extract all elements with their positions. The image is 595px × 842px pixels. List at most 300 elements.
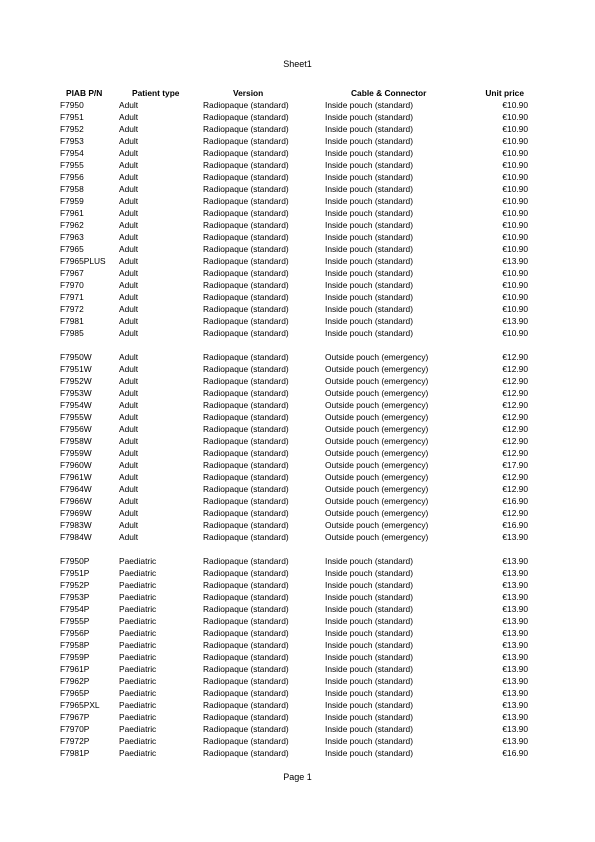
cell-patient-type: Adult [119,244,139,254]
cell-version: Radiopaque (standard) [203,292,289,302]
cell-unit-price: €10.90 [502,280,528,290]
cell-patient-type: Adult [119,304,139,314]
cell-part-number: F7958 [60,184,84,194]
cell-part-number: F7961P [60,664,90,674]
cell-unit-price: €12.90 [502,448,528,458]
cell-part-number: F7954 [60,148,84,158]
cell-version: Radiopaque (standard) [203,220,289,230]
cell-part-number: F7984W [60,532,92,542]
cell-part-number: F7952W [60,376,92,386]
cell-unit-price: €13.90 [502,616,528,626]
cell-cable-connector: Inside pouch (standard) [325,220,413,230]
cell-cable-connector: Inside pouch (standard) [325,712,413,722]
cell-part-number: F7961 [60,208,84,218]
cell-version: Radiopaque (standard) [203,136,289,146]
table-row [58,495,528,507]
cell-cable-connector: Inside pouch (standard) [325,124,413,134]
cell-cable-connector: Inside pouch (standard) [325,628,413,638]
table-row [58,435,528,447]
cell-cable-connector: Inside pouch (standard) [325,292,413,302]
cell-patient-type: Adult [119,412,139,422]
cell-version: Radiopaque (standard) [203,520,289,530]
table-row [58,195,528,207]
cell-patient-type: Adult [119,136,139,146]
cell-version: Radiopaque (standard) [203,652,289,662]
cell-patient-type: Paediatric [119,556,157,566]
table-row [58,147,528,159]
cell-version: Radiopaque (standard) [203,124,289,134]
header-patient-type: Patient type [132,88,180,98]
cell-part-number: F7950W [60,352,92,362]
cell-unit-price: €10.90 [502,136,528,146]
cell-cable-connector: Inside pouch (standard) [325,688,413,698]
cell-version: Radiopaque (standard) [203,328,289,338]
cell-part-number: F7959W [60,448,92,458]
cell-version: Radiopaque (standard) [203,376,289,386]
cell-unit-price: €13.90 [502,628,528,638]
page-footer: Page 1 [283,772,312,782]
cell-version: Radiopaque (standard) [203,580,289,590]
cell-patient-type: Paediatric [119,640,157,650]
cell-version: Radiopaque (standard) [203,628,289,638]
cell-version: Radiopaque (standard) [203,676,289,686]
cell-patient-type: Paediatric [119,604,157,614]
cell-part-number: F7955 [60,160,84,170]
cell-patient-type: Adult [119,268,139,278]
cell-unit-price: €10.90 [502,124,528,134]
cell-cable-connector: Outside pouch (emergency) [325,376,429,386]
cell-cable-connector: Outside pouch (emergency) [325,448,429,458]
cell-cable-connector: Inside pouch (standard) [325,256,413,266]
cell-cable-connector: Inside pouch (standard) [325,640,413,650]
cell-patient-type: Adult [119,184,139,194]
cell-version: Radiopaque (standard) [203,112,289,122]
table-row [58,279,528,291]
cell-part-number: F7972 [60,304,84,314]
cell-patient-type: Paediatric [119,568,157,578]
cell-cable-connector: Outside pouch (emergency) [325,508,429,518]
table-row [58,207,528,219]
cell-unit-price: €13.90 [502,592,528,602]
table-row [58,663,528,675]
cell-cable-connector: Outside pouch (emergency) [325,532,429,542]
cell-cable-connector: Inside pouch (standard) [325,208,413,218]
cell-part-number: F7951W [60,364,92,374]
table-row [58,747,528,759]
cell-patient-type: Paediatric [119,652,157,662]
table-row [58,387,528,399]
cell-patient-type: Adult [119,472,139,482]
cell-unit-price: €12.90 [502,424,528,434]
cell-unit-price: €13.90 [502,556,528,566]
cell-version: Radiopaque (standard) [203,280,289,290]
table-row [58,471,528,483]
table-row [58,615,528,627]
cell-patient-type: Adult [119,436,139,446]
cell-patient-type: Adult [119,448,139,458]
cell-part-number: F7959P [60,652,90,662]
cell-patient-type: Adult [119,196,139,206]
cell-unit-price: €13.90 [502,652,528,662]
group-spacer [58,339,528,351]
table-row [58,651,528,663]
cell-part-number: F7954W [60,400,92,410]
table-row [58,567,528,579]
table-row [58,399,528,411]
price-table [58,87,528,759]
cell-cable-connector: Inside pouch (standard) [325,556,413,566]
header-version: Version [233,88,264,98]
cell-unit-price: €13.90 [502,664,528,674]
header-cable-connector: Cable & Connector [351,88,427,98]
cell-patient-type: Adult [119,208,139,218]
cell-version: Radiopaque (standard) [203,400,289,410]
cell-patient-type: Paediatric [119,724,157,734]
cell-patient-type: Adult [119,172,139,182]
cell-patient-type: Adult [119,376,139,386]
cell-version: Radiopaque (standard) [203,160,289,170]
table-row [58,219,528,231]
cell-unit-price: €12.90 [502,388,528,398]
cell-version: Radiopaque (standard) [203,616,289,626]
cell-version: Radiopaque (standard) [203,556,289,566]
cell-unit-price: €10.90 [502,184,528,194]
cell-version: Radiopaque (standard) [203,496,289,506]
table-row [58,99,528,111]
table-row [58,135,528,147]
cell-version: Radiopaque (standard) [203,460,289,470]
cell-patient-type: Adult [119,328,139,338]
cell-version: Radiopaque (standard) [203,196,289,206]
table-row [58,255,528,267]
table-row [58,579,528,591]
cell-unit-price: €12.90 [502,472,528,482]
cell-patient-type: Adult [119,400,139,410]
cell-cable-connector: Inside pouch (standard) [325,148,413,158]
table-row [58,183,528,195]
cell-unit-price: €13.90 [502,700,528,710]
cell-patient-type: Adult [119,352,139,362]
cell-patient-type: Adult [119,316,139,326]
table-row [58,231,528,243]
table-row [58,723,528,735]
cell-unit-price: €10.90 [502,100,528,110]
cell-cable-connector: Inside pouch (standard) [325,676,413,686]
cell-unit-price: €12.90 [502,508,528,518]
cell-patient-type: Paediatric [119,580,157,590]
cell-unit-price: €13.90 [502,736,528,746]
cell-cable-connector: Inside pouch (standard) [325,100,413,110]
cell-unit-price: €10.90 [502,220,528,230]
cell-version: Radiopaque (standard) [203,640,289,650]
cell-version: Radiopaque (standard) [203,568,289,578]
cell-unit-price: €10.90 [502,328,528,338]
cell-patient-type: Adult [119,364,139,374]
cell-unit-price: €10.90 [502,148,528,158]
cell-part-number: F7952P [60,580,90,590]
cell-part-number: F7960W [60,460,92,470]
cell-unit-price: €13.90 [502,640,528,650]
cell-part-number: F7965PXL [60,700,100,710]
table-row [58,519,528,531]
table-row [58,123,528,135]
cell-cable-connector: Inside pouch (standard) [325,232,413,242]
cell-version: Radiopaque (standard) [203,484,289,494]
cell-unit-price: €12.90 [502,484,528,494]
cell-part-number: F7972P [60,736,90,746]
cell-part-number: F7953P [60,592,90,602]
cell-unit-price: €17.90 [502,460,528,470]
cell-patient-type: Adult [119,508,139,518]
cell-part-number: F7952 [60,124,84,134]
cell-version: Radiopaque (standard) [203,316,289,326]
cell-cable-connector: Inside pouch (standard) [325,652,413,662]
cell-part-number: F7983W [60,520,92,530]
cell-version: Radiopaque (standard) [203,736,289,746]
table-row [58,531,528,543]
cell-unit-price: €12.90 [502,436,528,446]
cell-cable-connector: Inside pouch (standard) [325,172,413,182]
cell-part-number: F7985 [60,328,84,338]
table-row [58,603,528,615]
cell-patient-type: Adult [119,160,139,170]
cell-unit-price: €13.90 [502,568,528,578]
cell-part-number: F7961W [60,472,92,482]
table-row [58,411,528,423]
table-row [58,363,528,375]
cell-part-number: F7951P [60,568,90,578]
header-unit-price: Unit price [485,88,524,98]
cell-unit-price: €13.90 [502,712,528,722]
cell-part-number: F7965PLUS [60,256,106,266]
cell-part-number: F7963 [60,232,84,242]
cell-unit-price: €10.90 [502,172,528,182]
cell-part-number: F7962 [60,220,84,230]
cell-cable-connector: Inside pouch (standard) [325,136,413,146]
cell-version: Radiopaque (standard) [203,532,289,542]
cell-part-number: F7965P [60,688,90,698]
cell-unit-price: €13.90 [502,580,528,590]
table-row [58,483,528,495]
cell-cable-connector: Outside pouch (emergency) [325,364,429,374]
cell-part-number: F7956P [60,628,90,638]
cell-version: Radiopaque (standard) [203,172,289,182]
cell-version: Radiopaque (standard) [203,724,289,734]
table-row [58,555,528,567]
cell-unit-price: €10.90 [502,208,528,218]
cell-cable-connector: Inside pouch (standard) [325,664,413,674]
table-header-row [58,87,528,99]
table-row [58,447,528,459]
cell-cable-connector: Inside pouch (standard) [325,568,413,578]
table-row [58,627,528,639]
cell-cable-connector: Inside pouch (standard) [325,280,413,290]
cell-part-number: F7953 [60,136,84,146]
cell-patient-type: Adult [119,460,139,470]
table-row [58,111,528,123]
cell-patient-type: Adult [119,220,139,230]
cell-cable-connector: Inside pouch (standard) [325,724,413,734]
cell-version: Radiopaque (standard) [203,472,289,482]
cell-cable-connector: Outside pouch (emergency) [325,520,429,530]
cell-part-number: F7962P [60,676,90,686]
table-row [58,591,528,603]
cell-part-number: F7956W [60,424,92,434]
cell-unit-price: €16.90 [502,748,528,758]
cell-version: Radiopaque (standard) [203,184,289,194]
cell-part-number: F7969W [60,508,92,518]
cell-unit-price: €13.90 [502,316,528,326]
cell-version: Radiopaque (standard) [203,412,289,422]
group-spacer [58,543,528,555]
cell-part-number: F7958W [60,436,92,446]
cell-cable-connector: Outside pouch (emergency) [325,424,429,434]
cell-cable-connector: Outside pouch (emergency) [325,484,429,494]
cell-version: Radiopaque (standard) [203,208,289,218]
cell-cable-connector: Inside pouch (standard) [325,316,413,326]
cell-unit-price: €12.90 [502,376,528,386]
cell-version: Radiopaque (standard) [203,700,289,710]
table-row [58,327,528,339]
cell-cable-connector: Inside pouch (standard) [325,184,413,194]
cell-unit-price: €16.90 [502,520,528,530]
cell-version: Radiopaque (standard) [203,256,289,266]
cell-unit-price: €10.90 [502,304,528,314]
cell-part-number: F7967 [60,268,84,278]
cell-cable-connector: Inside pouch (standard) [325,328,413,338]
cell-unit-price: €10.90 [502,244,528,254]
header-part-number: PIAB P/N [66,88,103,98]
table-row [58,687,528,699]
table-row [58,159,528,171]
cell-patient-type: Adult [119,124,139,134]
cell-cable-connector: Outside pouch (emergency) [325,460,429,470]
cell-part-number: F7971 [60,292,84,302]
cell-cable-connector: Inside pouch (standard) [325,196,413,206]
table-row [58,711,528,723]
table-row [58,243,528,255]
cell-unit-price: €10.90 [502,268,528,278]
cell-part-number: F7956 [60,172,84,182]
cell-patient-type: Adult [119,100,139,110]
cell-unit-price: €13.90 [502,604,528,614]
cell-version: Radiopaque (standard) [203,244,289,254]
cell-unit-price: €12.90 [502,352,528,362]
cell-unit-price: €13.90 [502,688,528,698]
cell-cable-connector: Inside pouch (standard) [325,592,413,602]
cell-part-number: F7954P [60,604,90,614]
cell-cable-connector: Outside pouch (emergency) [325,472,429,482]
cell-version: Radiopaque (standard) [203,592,289,602]
cell-part-number: F7958P [60,640,90,650]
cell-part-number: F7970 [60,280,84,290]
cell-patient-type: Adult [119,424,139,434]
cell-patient-type: Paediatric [119,592,157,602]
cell-patient-type: Adult [119,484,139,494]
table-row [58,303,528,315]
cell-part-number: F7950 [60,100,84,110]
cell-cable-connector: Outside pouch (emergency) [325,496,429,506]
cell-part-number: F7981 [60,316,84,326]
cell-cable-connector: Inside pouch (standard) [325,748,413,758]
cell-part-number: F7953W [60,388,92,398]
cell-version: Radiopaque (standard) [203,748,289,758]
cell-patient-type: Paediatric [119,628,157,638]
cell-patient-type: Adult [119,292,139,302]
table-row [58,375,528,387]
cell-unit-price: €12.90 [502,364,528,374]
cell-patient-type: Paediatric [119,748,157,758]
cell-cable-connector: Inside pouch (standard) [325,268,413,278]
cell-version: Radiopaque (standard) [203,664,289,674]
cell-cable-connector: Inside pouch (standard) [325,700,413,710]
cell-unit-price: €13.90 [502,676,528,686]
cell-part-number: F7966W [60,496,92,506]
cell-version: Radiopaque (standard) [203,232,289,242]
table-row [58,699,528,711]
cell-cable-connector: Outside pouch (emergency) [325,400,429,410]
cell-unit-price: €12.90 [502,412,528,422]
table-row [58,315,528,327]
table-body [58,99,528,759]
cell-version: Radiopaque (standard) [203,148,289,158]
cell-unit-price: €12.90 [502,400,528,410]
cell-cable-connector: Outside pouch (emergency) [325,388,429,398]
table-row [58,735,528,747]
table-row [58,267,528,279]
cell-version: Radiopaque (standard) [203,424,289,434]
cell-cable-connector: Outside pouch (emergency) [325,412,429,422]
cell-patient-type: Adult [119,280,139,290]
cell-version: Radiopaque (standard) [203,100,289,110]
cell-version: Radiopaque (standard) [203,448,289,458]
cell-patient-type: Adult [119,520,139,530]
cell-unit-price: €13.90 [502,724,528,734]
cell-version: Radiopaque (standard) [203,268,289,278]
table-row [58,291,528,303]
cell-part-number: F7981P [60,748,90,758]
cell-patient-type: Adult [119,148,139,158]
cell-version: Radiopaque (standard) [203,604,289,614]
cell-cable-connector: Inside pouch (standard) [325,244,413,254]
cell-patient-type: Adult [119,256,139,266]
cell-cable-connector: Inside pouch (standard) [325,604,413,614]
cell-unit-price: €10.90 [502,112,528,122]
cell-patient-type: Paediatric [119,736,157,746]
table-row [58,639,528,651]
cell-patient-type: Adult [119,112,139,122]
cell-unit-price: €10.90 [502,160,528,170]
cell-patient-type: Paediatric [119,712,157,722]
cell-cable-connector: Inside pouch (standard) [325,304,413,314]
cell-cable-connector: Inside pouch (standard) [325,160,413,170]
cell-patient-type: Paediatric [119,700,157,710]
table-row [58,507,528,519]
table-row [58,351,528,363]
cell-version: Radiopaque (standard) [203,304,289,314]
cell-unit-price: €13.90 [502,256,528,266]
cell-unit-price: €10.90 [502,232,528,242]
cell-patient-type: Paediatric [119,616,157,626]
cell-patient-type: Adult [119,532,139,542]
cell-cable-connector: Inside pouch (standard) [325,580,413,590]
cell-part-number: F7967P [60,712,90,722]
cell-unit-price: €13.90 [502,532,528,542]
cell-cable-connector: Outside pouch (emergency) [325,352,429,362]
cell-patient-type: Paediatric [119,664,157,674]
cell-part-number: F7955P [60,616,90,626]
cell-part-number: F7964W [60,484,92,494]
